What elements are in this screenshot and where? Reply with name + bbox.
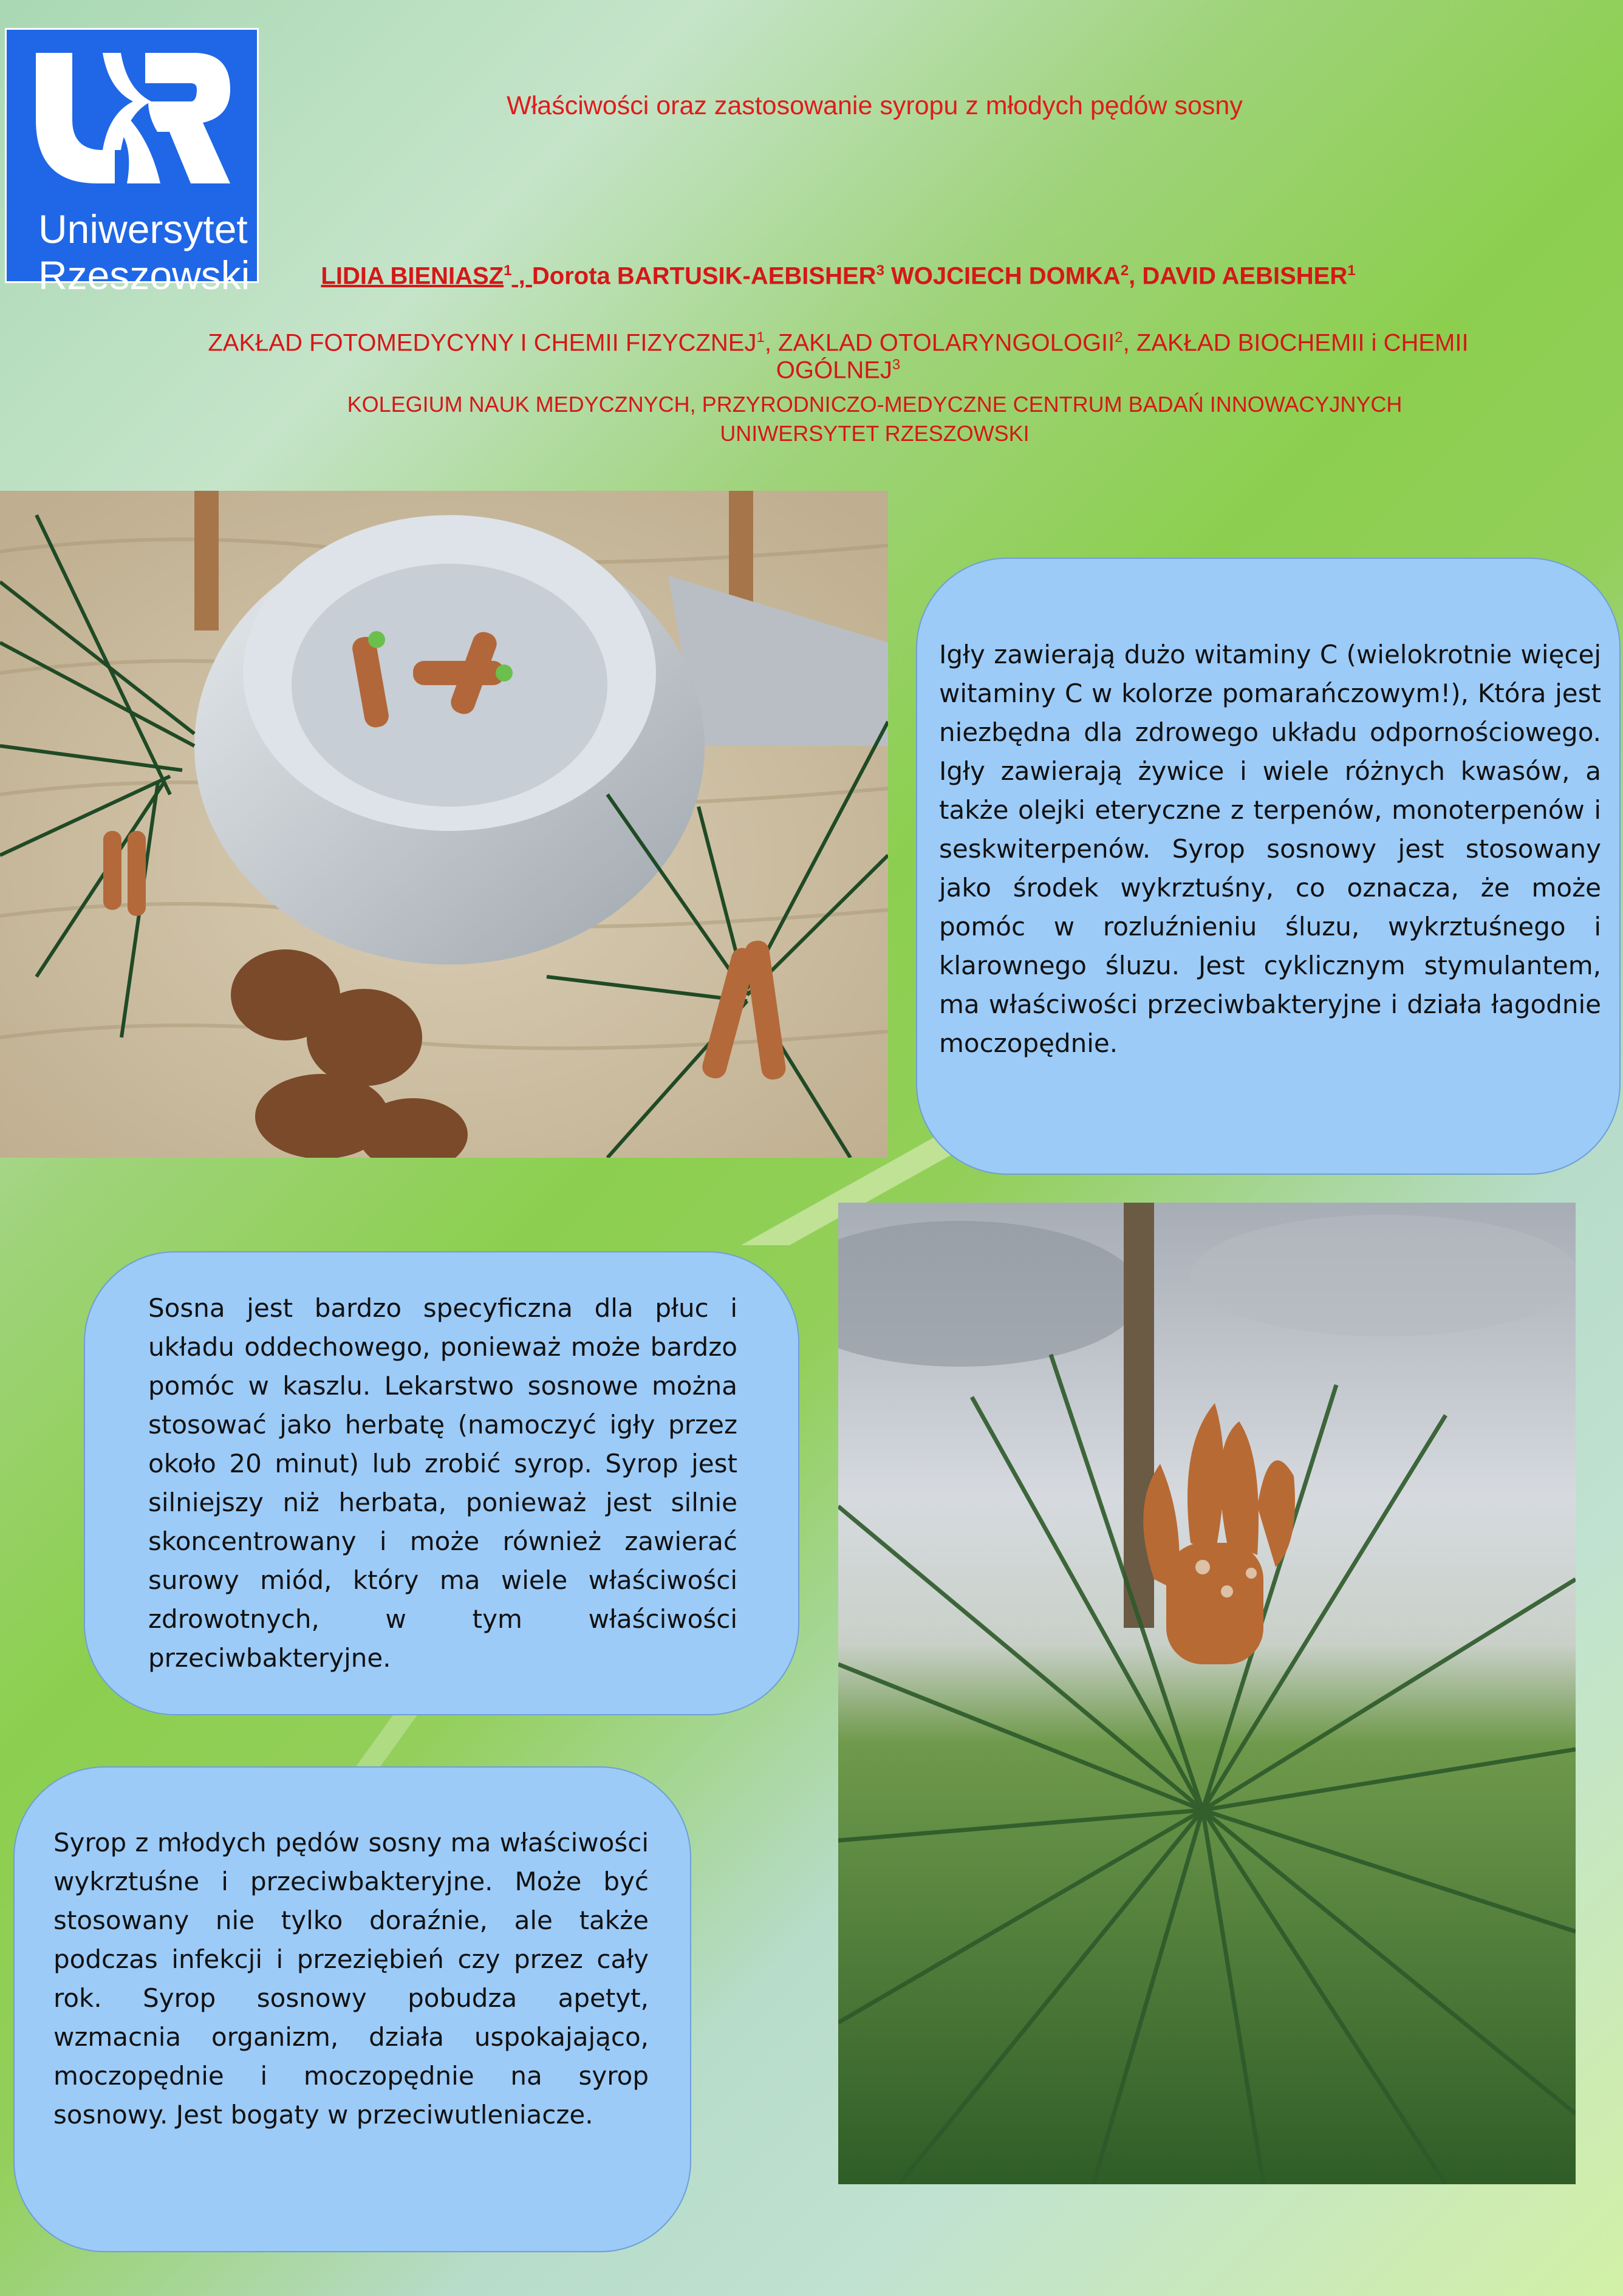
logo-city-word: Rzeszowski (38, 253, 250, 298)
author-2-affiliation: 3 (876, 262, 884, 279)
author-4-affiliation: 1 (1347, 262, 1356, 279)
syrup-properties-text: Syrop z młodych pędów sosny ma właściwości wykrztuśne i przeciwbakteryjne. Może być stosowany nie tylko doraźnie, ale także podczas infekcji i przeziębień czy przez cały rok. Syrop sosnowy pobudza apetyt, wzmacnia organizm, działa uspokajająco, moczopędnie i moczopędnie na syrop sosnowy. Jest bogaty w przeciwutleniacze. (53, 1828, 649, 2130)
university-logo (5, 28, 259, 298)
author-separator-2: , (1129, 262, 1143, 290)
author-4: DAVID AEBISHER (1142, 262, 1348, 290)
author-3-affiliation: 2 (1120, 262, 1129, 279)
college-line-1: KOLEGIUM NAUK MEDYCZNYCH, PRZYRODNICZO-MEDYCZNE CENTRUM BADAŃ INNOWACYJNYCH (347, 392, 1403, 417)
needles-vitamin-c-box (916, 558, 1621, 1175)
department-2-number: 2 (1115, 329, 1123, 346)
department-1-number: 1 (756, 329, 765, 346)
departments-line (158, 329, 1519, 384)
ur-logo-mark-icon (30, 53, 236, 186)
lungs-respiratory-text: Sosna jest bardzo specyficzna dla płuc i układu oddechowego, ponieważ może bardzo pomóc w kaszlu. Lekarstwo sosnowe można stosować jako herbatę (namoczyć igły przez około 20 minut) lub zrobić syrop. Syrop jest silniejszy niż herbata, ponieważ jest silnie skoncentrowany i może również zawierać surowy miód, który ma wiele właściwości zdrowotnych, w tym właściwości przeciwbakteryjne. (148, 1293, 737, 1673)
teapot-pine-shoots-photo (0, 491, 888, 1158)
needles-vitamin-c-text: Igły zawierają dużo witaminy C (wielokrotnie więcej witaminy C w kolorze pomarańczowym!), Która jest niezbędna dla zdrowego układu odpornościowego. Igły zawierają żywice i wiele różnych kwasów, a także olejki eteryczne z terpenów, monoterpenów i seskwiterpenów. Syrop sosnowy jest stosowany jako środek wykrztuśny, co oznacza, że może pomóc w rozluźnieniu śluzu, wykrztuśnego i klarownego śluzu. Jest cyklicznym stymulantem, ma właściwości przeciwbakteryjne i działa łagodnie moczopędnie. (939, 640, 1601, 1058)
college-affiliation (243, 390, 1506, 448)
syrup-properties-box (13, 1766, 691, 2252)
authors-line (267, 262, 1409, 290)
pine-shoot-closeup-photo (838, 1203, 1576, 2184)
author-3: WOJCIECH DOMKA (884, 262, 1121, 290)
lungs-respiratory-box (84, 1251, 799, 1715)
author-1: LIDIA BIENIASZ (321, 262, 504, 290)
author-separator-1: , (511, 262, 532, 290)
author-2: Dorota BARTUSIK-AEBISHER (531, 262, 876, 290)
department-2: , ZAKLAD OTOLARYNGOLOGII (764, 329, 1115, 357)
author-1-affiliation: 1 (504, 262, 512, 279)
department-1: ZAKŁAD FOTOMEDYCYNY I CHEMII FIZYCZNEJ (208, 329, 757, 357)
college-line-2: UNIWERSYTET RZESZOWSKI (720, 421, 1030, 446)
poster-title: Właściwości oraz zastosowanie syropu z młodych pędów sosny (507, 91, 1243, 120)
department-3-number: 3 (892, 357, 901, 374)
logo-university-word: Uniwersytet (38, 207, 248, 251)
department-3: , ZAKŁAD BIOCHEMII i CHEMII OGÓLNEJ (776, 329, 1469, 384)
